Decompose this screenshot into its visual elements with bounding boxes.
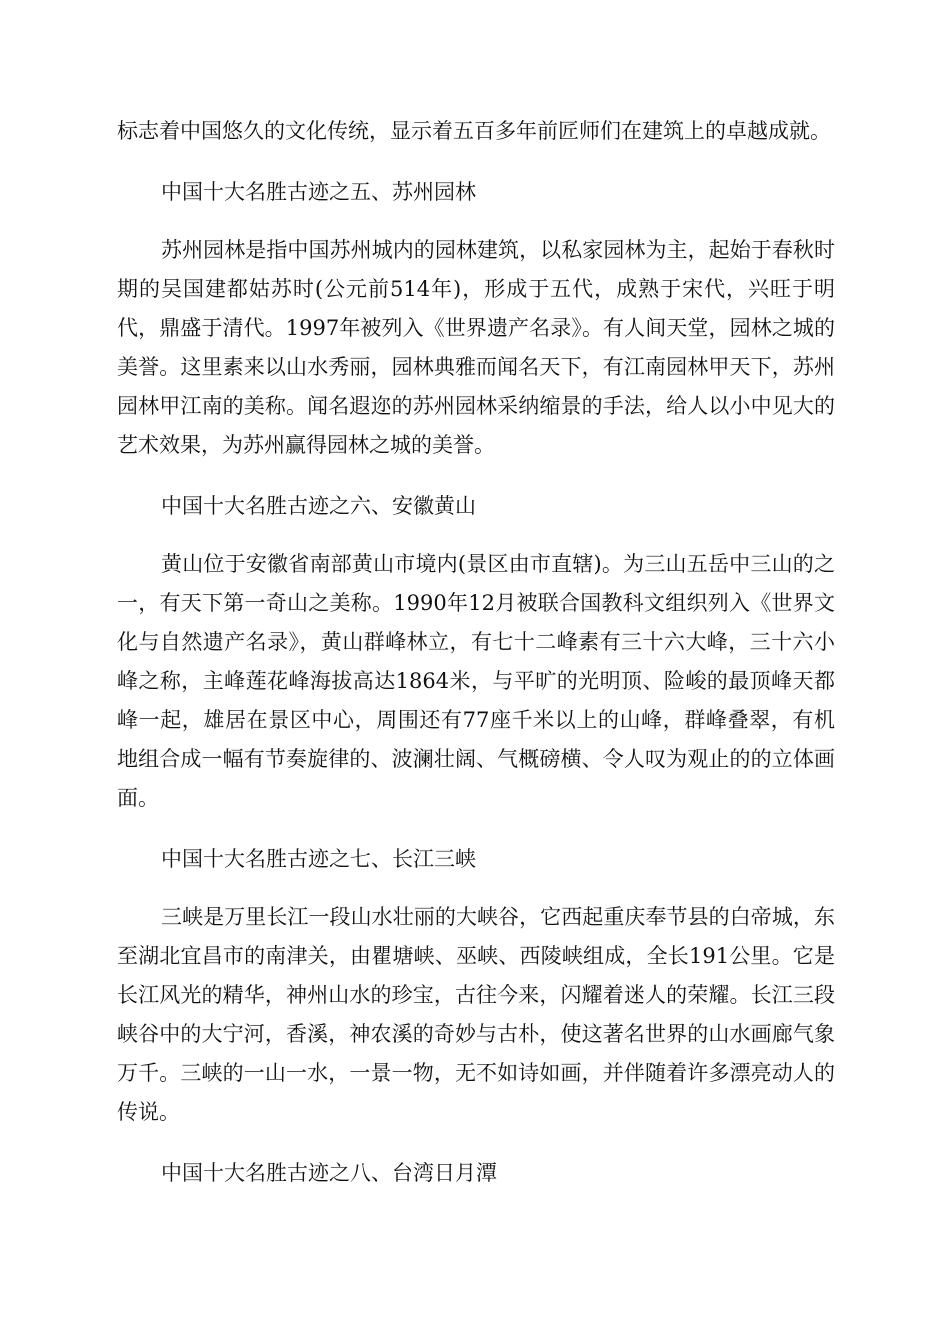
paragraph-suzhou-gardens: 苏州园林是指中国苏州城内的园林建筑，以私家园林为主，起始于春秋时期的吴国建都姑苏时(公元前514年)，形成于五代，成熟于宋代，兴旺于明代，鼎盛于清代。1997年被列入《世界遗产名录》。有人间天堂，园林之城的美誉。这里素来以山水秀丽，园林典雅而闻名天下，有江南园林甲天下，苏州园林甲江南的美称。闻名遐迩的苏州园林采纳缩景的手法，给人以小中见大的艺术效果，为苏州赢得园林之城的美誉。 [117, 238, 835, 457]
section-heading-suzhou-gardens: 中国十大名胜古迹之五、苏州园林 [161, 180, 476, 204]
section-heading-sun-moon-lake: 中国十大名胜古迹之八、台湾日月潭 [161, 1161, 497, 1185]
paragraph-continuation: 标志着中国悠久的文化传统，显示着五百多年前匠师们在建筑上的卓越成就。 [117, 119, 831, 143]
document-page [117, 112, 835, 1193]
section-heading-huangshan: 中国十大名胜古迹之六、安徽黄山 [161, 494, 476, 518]
paragraph-three-gorges: 三峡是万里长江一段山水壮丽的大峡谷，它西起重庆奉节县的白帝城，东至湖北宜昌市的南津关，由瞿塘峡、巫峡、西陵峡组成，全长191公里。它是长江风光的精华，神州山水的珍宝，古往今来，闪耀着迷人的荣耀。长江三段峡谷中的大宁河，香溪，神农溪的奇妙与古朴，使这著名世界的山水画廊气象万千。三峡的一山一水，一景一物，无不如诗如画，并伴随着许多漂亮动人的传说。 [117, 905, 835, 1124]
section-heading-three-gorges: 中国十大名胜古迹之七、长江三峡 [161, 847, 476, 871]
paragraph-huangshan: 黄山位于安徽省南部黄山市境内(景区由市直辖)。为三山五岳中三山的之一，有天下第一奇山之美称。1990年12月被联合国教科文组织列入《世界文化与自然遗产名录》，黄山群峰林立，有七十二峰素有三十六大峰，三十六小峰之称，主峰莲花峰海拔高达1864米，与平旷的光明顶、险峻的最顶峰天都峰一起，雄居在景区中心，周围还有77座千米以上的山峰，群峰叠翠，有机地组合成一幅有节奏旋律的、波澜壮阔、气概磅横、令人叹为观止的的立体画面。 [117, 552, 835, 810]
